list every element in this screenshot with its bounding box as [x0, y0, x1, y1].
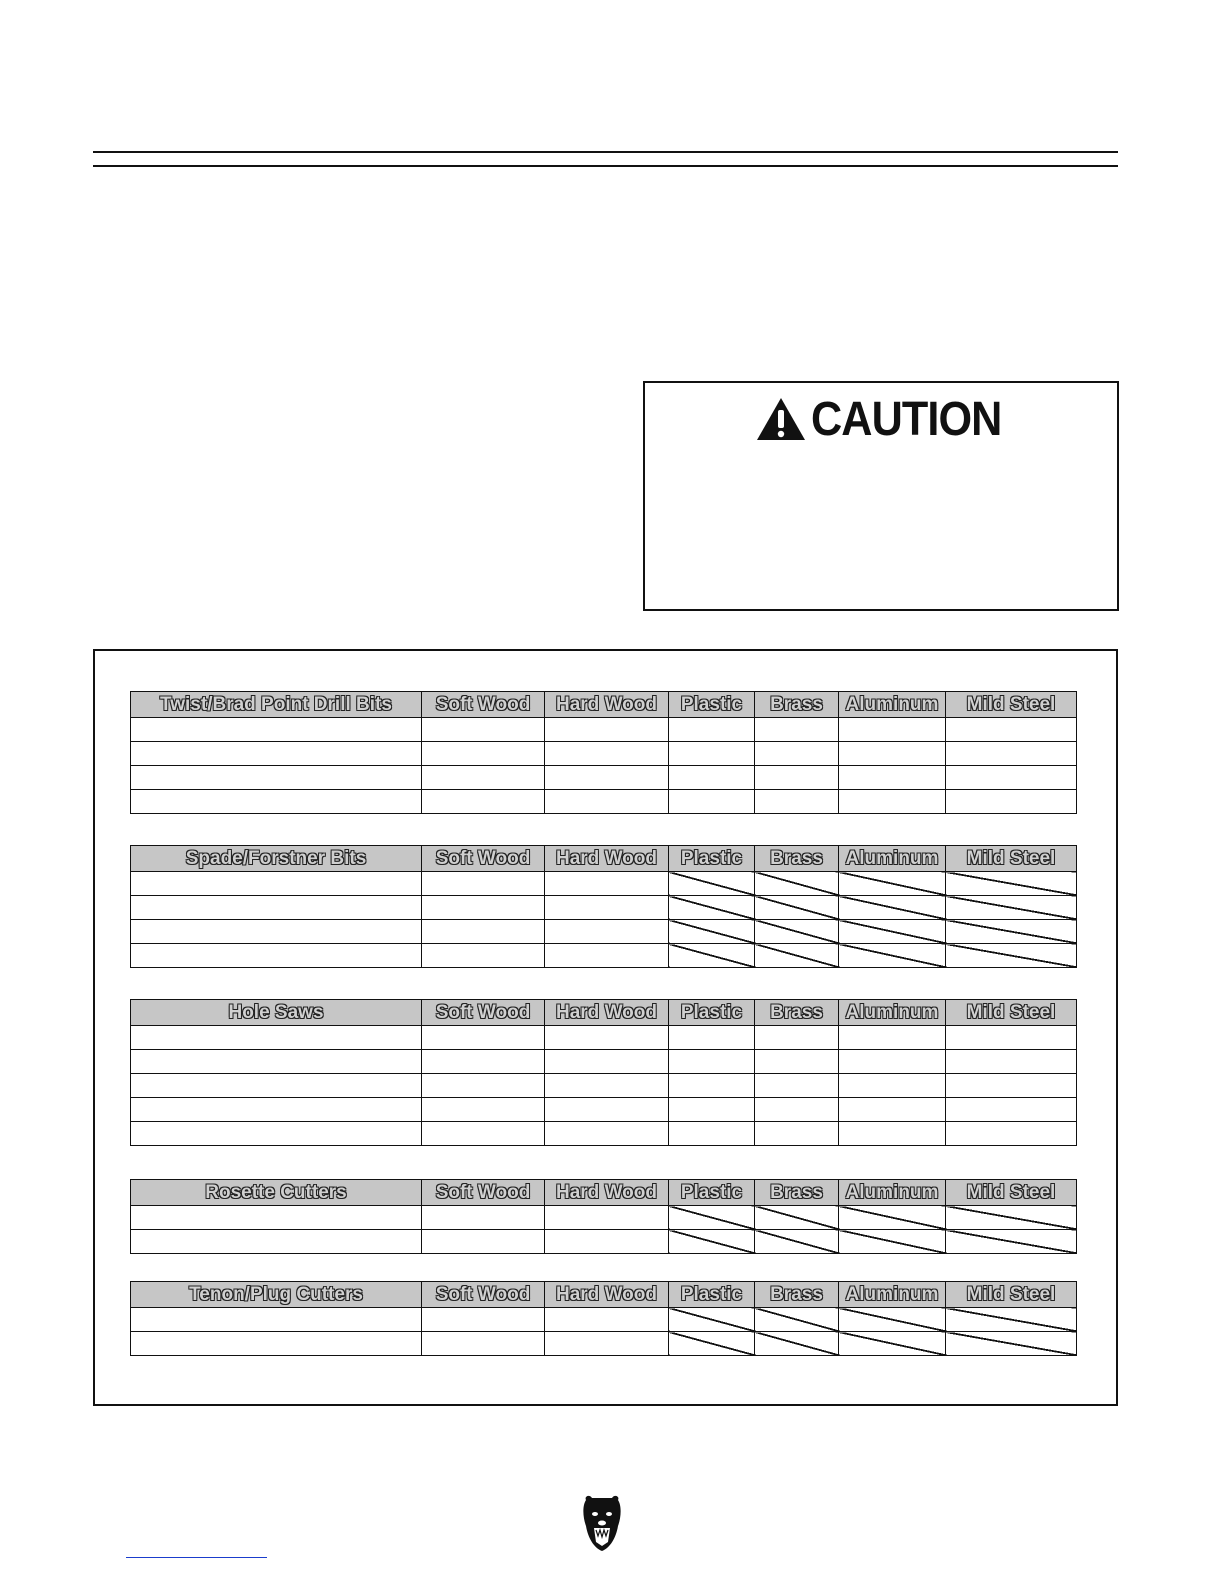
not-applicable-cell: [946, 1308, 1077, 1332]
column-header: Plastic: [669, 846, 755, 872]
row-label-cell: [131, 742, 422, 766]
table-row: [131, 1050, 1077, 1074]
speed-cell: [422, 872, 545, 896]
table-title: Tenon/Plug Cutters: [131, 1282, 422, 1308]
column-header: Hard Wood: [545, 1000, 669, 1026]
column-header: Mild Steel: [946, 846, 1077, 872]
table-header-row: [131, 1180, 1077, 1206]
not-applicable-cell: [755, 1206, 839, 1230]
column-header: Mild Steel: [946, 1282, 1077, 1308]
column-header: Brass: [755, 1000, 839, 1026]
table-row: [131, 1308, 1077, 1332]
not-applicable-cell: [669, 1308, 755, 1332]
speed-cell: [946, 1026, 1077, 1050]
not-applicable-cell: [669, 1206, 755, 1230]
speed-cell: [545, 872, 669, 896]
speed-cell: [422, 944, 545, 968]
speed-cell: [669, 1098, 755, 1122]
column-header: Brass: [755, 1180, 839, 1206]
column-header: Brass: [755, 1282, 839, 1308]
speed-cell: [946, 766, 1077, 790]
column-header: Plastic: [669, 1180, 755, 1206]
row-label-cell: [131, 1308, 422, 1332]
column-header: Plastic: [669, 1000, 755, 1026]
speed-cell: [669, 742, 755, 766]
speed-cell: [545, 1026, 669, 1050]
speed-cell: [545, 1332, 669, 1356]
speed-cell: [839, 1122, 946, 1146]
table-row: [131, 1206, 1077, 1230]
speed-table: [130, 999, 1077, 1146]
speed-table: [130, 1179, 1077, 1254]
speed-cell: [422, 1122, 545, 1146]
row-label-cell: [131, 790, 422, 814]
not-applicable-cell: [755, 872, 839, 896]
not-applicable-cell: [946, 896, 1077, 920]
table-header-row: [131, 1000, 1077, 1026]
speed-cell: [422, 1308, 545, 1332]
column-header: Aluminum: [839, 1000, 946, 1026]
speed-cell: [545, 718, 669, 742]
warning-triangle-icon: [755, 396, 807, 442]
table-title: Rosette Cutters: [131, 1180, 422, 1206]
row-label-cell: [131, 944, 422, 968]
not-applicable-cell: [669, 1230, 755, 1254]
speed-cell: [946, 1098, 1077, 1122]
column-header: Mild Steel: [946, 692, 1077, 718]
speed-cell: [545, 790, 669, 814]
column-header: Hard Wood: [545, 1282, 669, 1308]
speed-cell: [422, 1206, 545, 1230]
not-applicable-cell: [839, 872, 946, 896]
table-row: [131, 1074, 1077, 1098]
not-applicable-cell: [839, 920, 946, 944]
speed-cell: [669, 766, 755, 790]
header-rule-top: [93, 151, 1118, 153]
speed-cell: [669, 790, 755, 814]
speed-cell: [755, 1098, 839, 1122]
column-header: Aluminum: [839, 1180, 946, 1206]
column-header: Aluminum: [839, 692, 946, 718]
table-row: [131, 766, 1077, 790]
row-label-cell: [131, 872, 422, 896]
column-header: Soft Wood: [422, 1282, 545, 1308]
row-label-cell: [131, 1026, 422, 1050]
column-header: Plastic: [669, 1282, 755, 1308]
not-applicable-cell: [946, 1230, 1077, 1254]
speed-cell: [946, 718, 1077, 742]
speed-cell: [946, 790, 1077, 814]
column-header: Brass: [755, 846, 839, 872]
speed-cell: [545, 944, 669, 968]
speed-cell: [545, 742, 669, 766]
not-applicable-cell: [839, 1332, 946, 1356]
table-row: [131, 944, 1077, 968]
speed-cell: [839, 1074, 946, 1098]
speed-cell: [669, 718, 755, 742]
row-label-cell: [131, 718, 422, 742]
column-header: Aluminum: [839, 846, 946, 872]
speed-cell: [839, 742, 946, 766]
not-applicable-cell: [669, 920, 755, 944]
speed-cell: [545, 920, 669, 944]
row-label-cell: [131, 766, 422, 790]
speed-cell: [422, 1332, 545, 1356]
speed-cell: [422, 1230, 545, 1254]
speed-cell: [755, 1074, 839, 1098]
speed-cell: [755, 742, 839, 766]
not-applicable-cell: [755, 896, 839, 920]
table-row: [131, 896, 1077, 920]
speed-cell: [946, 742, 1077, 766]
speed-cell: [946, 1050, 1077, 1074]
table-row: [131, 1230, 1077, 1254]
table-header-row: [131, 1282, 1077, 1308]
speed-cell: [422, 790, 545, 814]
speed-cell: [422, 742, 545, 766]
speed-cell: [422, 1098, 545, 1122]
speed-cell: [946, 1074, 1077, 1098]
table-row: [131, 790, 1077, 814]
row-label-cell: [131, 1206, 422, 1230]
row-label-cell: [131, 920, 422, 944]
speed-cell: [545, 1050, 669, 1074]
speed-cell: [545, 1206, 669, 1230]
not-applicable-cell: [755, 1230, 839, 1254]
column-header: Mild Steel: [946, 1000, 1077, 1026]
speed-cell: [545, 1098, 669, 1122]
not-applicable-cell: [669, 944, 755, 968]
not-applicable-cell: [669, 872, 755, 896]
speed-table: [130, 1281, 1077, 1356]
table-row: [131, 920, 1077, 944]
speed-cell: [755, 718, 839, 742]
speed-cell: [669, 1026, 755, 1050]
speed-table: [130, 691, 1077, 814]
speed-cell: [669, 1050, 755, 1074]
column-header: Mild Steel: [946, 1180, 1077, 1206]
caution-box: [643, 381, 1119, 611]
speed-cell: [422, 1050, 545, 1074]
speed-cell: [946, 1122, 1077, 1146]
speed-cell: [545, 896, 669, 920]
not-applicable-cell: [669, 1332, 755, 1356]
speed-cell: [422, 920, 545, 944]
speed-cell: [422, 1074, 545, 1098]
table-row: [131, 1026, 1077, 1050]
speed-cell: [755, 766, 839, 790]
speed-cell: [545, 1074, 669, 1098]
table-row: [131, 872, 1077, 896]
column-header: Hard Wood: [545, 846, 669, 872]
table-header-row: [131, 846, 1077, 872]
table-title: Hole Saws: [131, 1000, 422, 1026]
table-header-row: [131, 692, 1077, 718]
table-title: Twist/Brad Point Drill Bits: [131, 692, 422, 718]
caution-title: CAUTION: [811, 392, 1002, 446]
not-applicable-cell: [946, 1206, 1077, 1230]
not-applicable-cell: [755, 1308, 839, 1332]
not-applicable-cell: [946, 872, 1077, 896]
row-label-cell: [131, 1122, 422, 1146]
table-row: [131, 1122, 1077, 1146]
speed-cell: [839, 790, 946, 814]
speed-cell: [839, 718, 946, 742]
row-label-cell: [131, 1332, 422, 1356]
speed-cell: [755, 1026, 839, 1050]
column-header: Soft Wood: [422, 1180, 545, 1206]
speed-cell: [422, 718, 545, 742]
speed-cell: [839, 1098, 946, 1122]
not-applicable-cell: [755, 944, 839, 968]
speed-cell: [839, 766, 946, 790]
row-label-cell: [131, 1074, 422, 1098]
speed-cell: [839, 1026, 946, 1050]
not-applicable-cell: [839, 896, 946, 920]
caution-header: [755, 391, 1023, 447]
speed-cell: [545, 766, 669, 790]
not-applicable-cell: [839, 1230, 946, 1254]
speed-cell: [839, 1050, 946, 1074]
not-applicable-cell: [839, 944, 946, 968]
column-header: Soft Wood: [422, 692, 545, 718]
column-header: Aluminum: [839, 1282, 946, 1308]
speed-cell: [422, 766, 545, 790]
speed-cell: [422, 1026, 545, 1050]
column-header: Soft Wood: [422, 1000, 545, 1026]
speed-cell: [755, 1122, 839, 1146]
speed-cell: [422, 896, 545, 920]
not-applicable-cell: [839, 1308, 946, 1332]
not-applicable-cell: [669, 896, 755, 920]
row-label-cell: [131, 1230, 422, 1254]
table-row: [131, 742, 1077, 766]
table-row: [131, 1098, 1077, 1122]
not-applicable-cell: [755, 1332, 839, 1356]
speed-cell: [755, 1050, 839, 1074]
bear-logo-icon: [582, 1494, 622, 1552]
speed-cell: [545, 1122, 669, 1146]
header-rule-bottom: [93, 165, 1118, 167]
column-header: Brass: [755, 692, 839, 718]
not-applicable-cell: [755, 920, 839, 944]
speed-cell: [545, 1230, 669, 1254]
speed-table: [130, 845, 1077, 968]
column-header: Hard Wood: [545, 692, 669, 718]
table-row: [131, 1332, 1077, 1356]
column-header: Soft Wood: [422, 846, 545, 872]
column-header: Plastic: [669, 692, 755, 718]
column-header: Hard Wood: [545, 1180, 669, 1206]
table-title: Spade/Forstner Bits: [131, 846, 422, 872]
speed-cell: [545, 1308, 669, 1332]
speed-cell: [755, 790, 839, 814]
table-row: [131, 718, 1077, 742]
not-applicable-cell: [946, 944, 1077, 968]
row-label-cell: [131, 1098, 422, 1122]
speed-cell: [669, 1122, 755, 1146]
not-applicable-cell: [946, 1332, 1077, 1356]
row-label-cell: [131, 1050, 422, 1074]
not-applicable-cell: [839, 1206, 946, 1230]
row-label-cell: [131, 896, 422, 920]
footer-link-underline[interactable]: [126, 1557, 267, 1558]
speed-cell: [669, 1074, 755, 1098]
not-applicable-cell: [946, 920, 1077, 944]
